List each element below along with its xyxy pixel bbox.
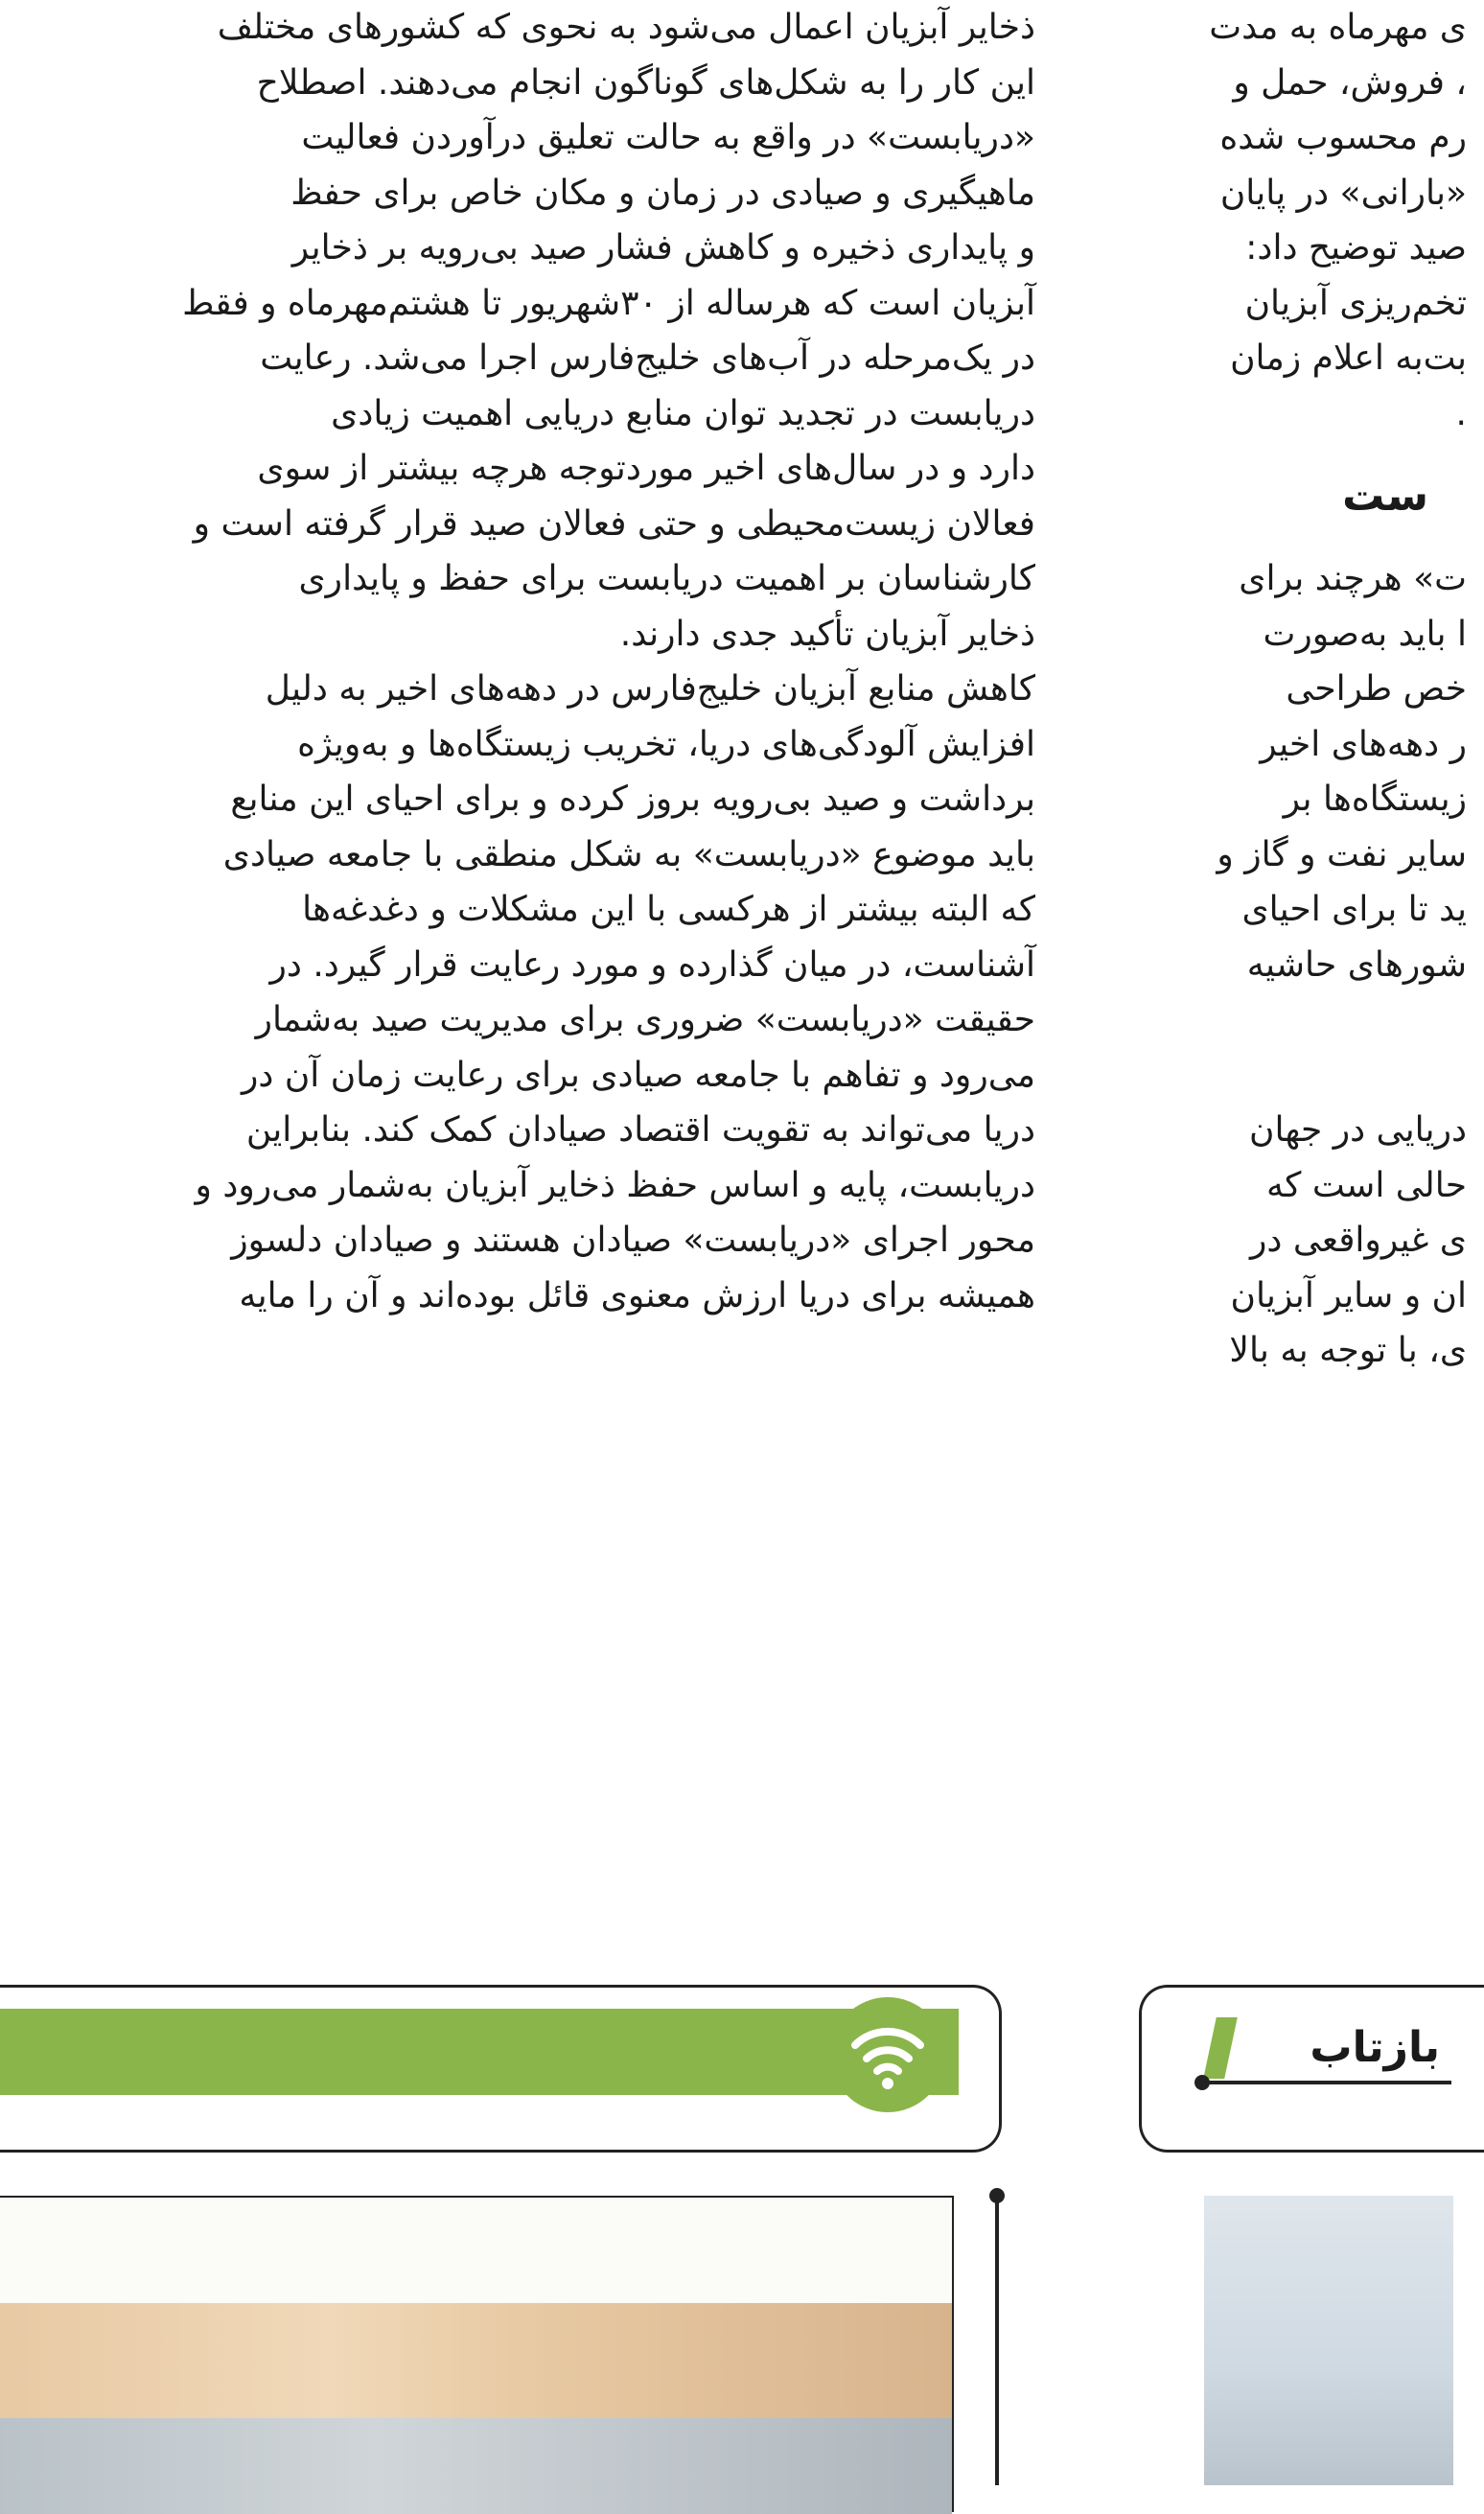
text-line: آبزیان است که هرساله از ۳۰شهریور تا هشتم‌مهرماه و فقط: [182, 283, 1035, 323]
article-side-column: [1122, 0, 1467, 1879]
text-line: سایر نفت و گاز و: [1217, 834, 1467, 874]
text-line: ی، با توجه به بالا: [1229, 1331, 1467, 1370]
text-line: ماهیگیری و صیادی در زمان و مکان خاص برای حفظ: [290, 173, 1035, 213]
text-line: و پایداری ذخیره و کاهش فشار صید بی‌رویه بر ذخایر: [291, 228, 1035, 268]
text-line: دارد و در سال‌های اخیر موردتوجه هرچه بیشتر از سوی: [257, 449, 1035, 488]
text-line: ی مهرماه به مدت: [1209, 8, 1467, 47]
text-line: شورهای حاشیه: [1246, 944, 1467, 985]
text-line: فعالان زیست‌محیطی و حتی فعالان صید قرار گرفته است و: [193, 503, 1035, 544]
text-line: تخم‌ریزی آبزیان: [1244, 283, 1467, 323]
text-line: که البته بیشتر از هرکسی با این مشکلات و دغدغه‌ها: [302, 890, 1035, 929]
text-line: افزایش آلودگی‌های دریا، تخریب زیستگاه‌ها و به‌ویژه: [297, 724, 1035, 764]
text-line: کاهش منابع آبزیان خلیج‌فارس در دهه‌های اخیر به دلیل: [265, 669, 1035, 709]
text-line: ر دهه‌های اخیر: [1260, 724, 1467, 764]
text-line: دریایی در جهان: [1249, 1110, 1467, 1150]
text-line: خص طراحی: [1286, 669, 1467, 709]
text-line: ، فروش، حمل و: [1233, 62, 1467, 103]
photo-shoreline: [0, 2303, 952, 2418]
text-line: باید موضوع «دریابست» به شکل منطقی با جامعه صیادی: [222, 834, 1035, 874]
photo-water: [0, 2418, 952, 2514]
text-line: حالی است که: [1265, 1165, 1467, 1205]
sidebar-photo: [1204, 2196, 1453, 2485]
text-line: بت‌به اعلام زمان: [1230, 338, 1467, 378]
text-line: زیستگاه‌ها بر: [1283, 780, 1467, 819]
text-line: «دریابست» در واقع به حالت تعلیق درآوردن فعالیت: [301, 118, 1035, 157]
text-line: ا باید به‌صورت: [1263, 614, 1467, 654]
sidebar-box-label: بازتاب: [1210, 2015, 1459, 2081]
text-line: این کار را به شکل‌های گوناگون انجام می‌دهند. اصطلاح: [256, 62, 1035, 103]
news-photo: [0, 2196, 954, 2512]
horizontal-rule: [1202, 2081, 1451, 2084]
text-line: دریا می‌تواند به تقویت اقتصاد صیادان کمک کند. بنابراین: [245, 1110, 1035, 1150]
vertical-rule: [995, 2196, 999, 2485]
text-line: دریابست، پایه و اساس حفظ ذخایر آبزیان به‌شمار می‌رود و: [195, 1165, 1035, 1205]
text-line: «بارانی» در پایان: [1219, 173, 1467, 213]
paragraph-gap: [1122, 992, 1467, 1103]
text-line: کارشناسان بر اهمیت دریابست برای حفظ و پایداری: [298, 559, 1035, 598]
text-line: حقیقت «دریابست» ضروری برای مدیریت صید به‌شمار: [255, 1000, 1035, 1039]
text-line: دریابست در تجدید توان منابع دریایی اهمیت زیادی: [331, 393, 1035, 433]
photo-sky: [0, 2198, 952, 2303]
text-line: .: [1455, 393, 1467, 433]
text-line: ذخایر آبزیان تأکید جدی دارند.: [619, 614, 1035, 654]
text-line: همیشه برای دریا ارزش معنوی قائل بوده‌اند و آن را مایه: [239, 1275, 1035, 1315]
text-line: ان و سایر آبزیان: [1230, 1275, 1467, 1315]
section-banner-band: [0, 2009, 959, 2095]
text-line: ت» هرچند برای: [1239, 559, 1467, 598]
text-line: صید توضیح داد:: [1245, 228, 1467, 268]
text-line: محور اجرای «دریابست» صیادان هستند و صیادان دلسوز: [231, 1221, 1035, 1260]
text-line: ذخایر آبزیان اعمال می‌شود به نحوی که کشورهای مختلف: [217, 8, 1035, 47]
text-line: رم محسوب شده: [1219, 118, 1467, 157]
text-line: می‌رود و تفاهم با جامعه صیادی برای رعایت زمان آن در: [241, 1055, 1035, 1095]
wifi-icon: [830, 1997, 945, 2112]
text-line: در یک‌مرحله در آب‌های خلیج‌فارس اجرا می‌شد. رعایت: [260, 338, 1035, 378]
text-line: آشناست، در میان گذارده و مورد رعایت قرار گیرد. در: [269, 944, 1035, 985]
text-line: برداشت و صید بی‌رویه بروز کرده و برای احیای این منابع: [230, 780, 1035, 819]
text-line: ید تا برای احیای: [1241, 890, 1467, 929]
text-line: ی غیرواقعی در: [1249, 1221, 1467, 1260]
section-heading: ست: [1342, 472, 1428, 521]
